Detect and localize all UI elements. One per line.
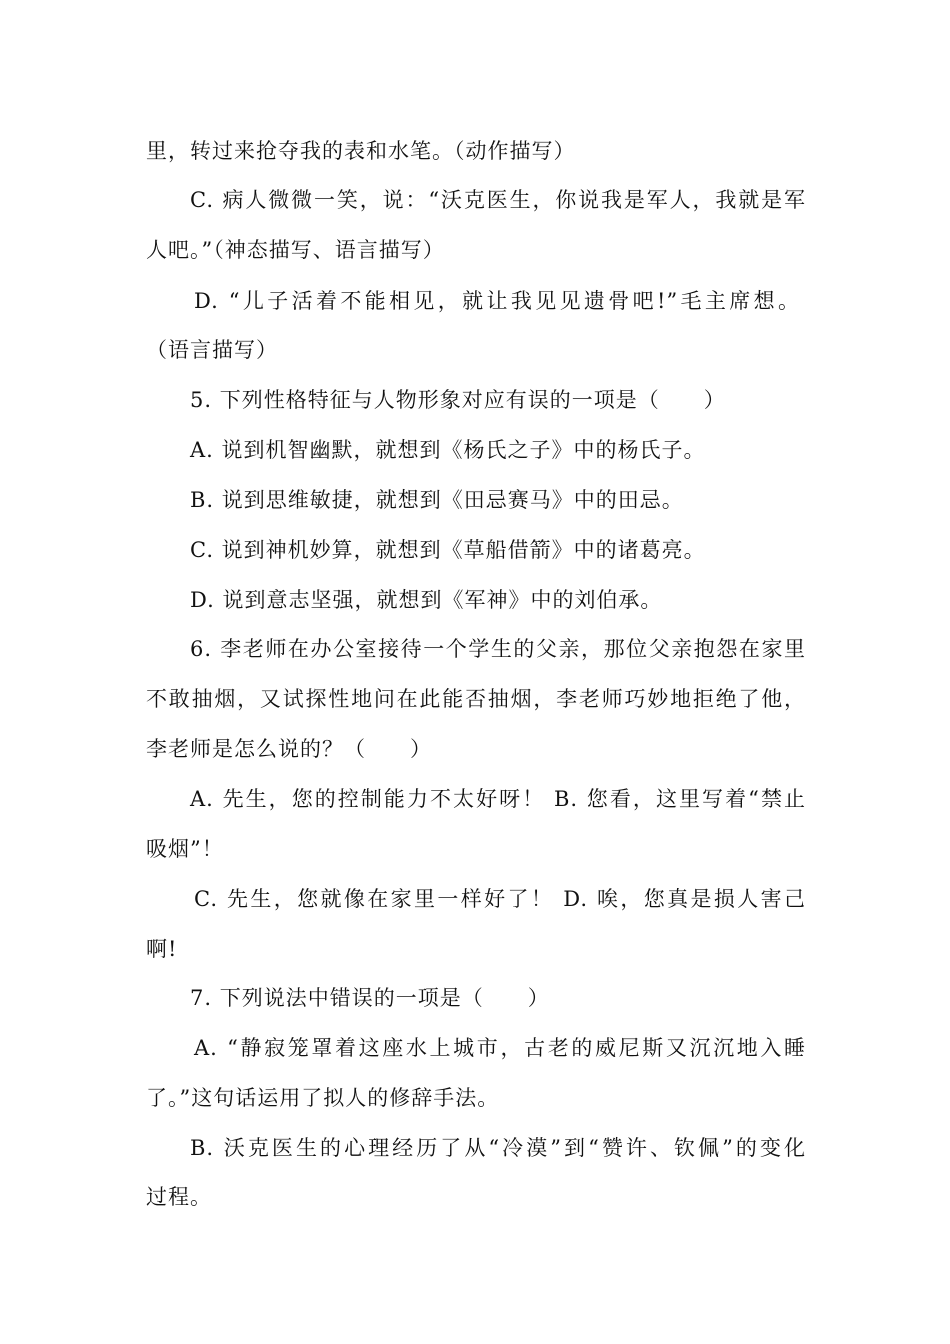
text-line: 吸烟”！ (146, 837, 224, 861)
question-7: 7. 下列说法中错误的一项是（ ） (190, 986, 550, 1010)
question-5: 5. 下列性格特征与人物形象对应有误的一项是（ ） (190, 388, 726, 412)
question-5-option-c: C. 说到神机妙算，就想到《草船借箭》中的诸葛亮。 (190, 538, 706, 562)
question-5-option-b: B. 说到思维敏捷，就想到《田忌赛马》中的田忌。 (190, 488, 684, 512)
question-5-option-a: A. 说到机智幽默，就想到《杨氏之子》中的杨氏子。 (190, 438, 706, 462)
question-6: 6. 李老师在办公室接待一个学生的父亲，那位父亲抱怨在家里 (190, 637, 806, 661)
text-line: （语言描写） (146, 338, 278, 362)
option-d-line: D. “儿子活着不能相见，就让我见见遗骨吧!”毛主席想。 (194, 289, 800, 313)
question-6-continued: 不敢抽烟，又试探性地问在此能否抽烟，李老师巧妙地拒绝了他， (146, 687, 806, 711)
option-c-line: C. 病人微微一笑，说：“沃克医生，你说我是军人，我就是军 (190, 188, 806, 212)
text-line: 了。”这句话运用了拟人的修辞手法。 (146, 1086, 500, 1110)
question-6-options-ab: A. 先生，您的控制能力不太好呀！ B. 您看，这里写着“禁止 (190, 787, 806, 811)
question-6-end: 李老师是怎么说的？（ ） (146, 737, 432, 761)
text-line: 过程。 (146, 1185, 212, 1209)
text-line: 人吧。”（神态描写、语言描写） (146, 238, 445, 262)
text-line: 啊! (146, 937, 178, 961)
question-7-option-b: B. 沃克医生的心理经历了从“冷漠”到“赞许、钦佩”的变化 (190, 1136, 806, 1160)
question-7-option-a: A. “静寂笼罩着这座水上城市，古老的威尼斯又沉沉地入睡 (194, 1036, 806, 1060)
question-5-option-d: D. 说到意志坚强，就想到《军神》中的刘伯承。 (190, 588, 663, 612)
text-line: 里，转过来抢夺我的表和水笔。（动作描写） (146, 139, 576, 163)
question-6-options-cd: C. 先生，您就像在家里一样好了！ D. 唉，您真是损人害己 (194, 887, 806, 911)
